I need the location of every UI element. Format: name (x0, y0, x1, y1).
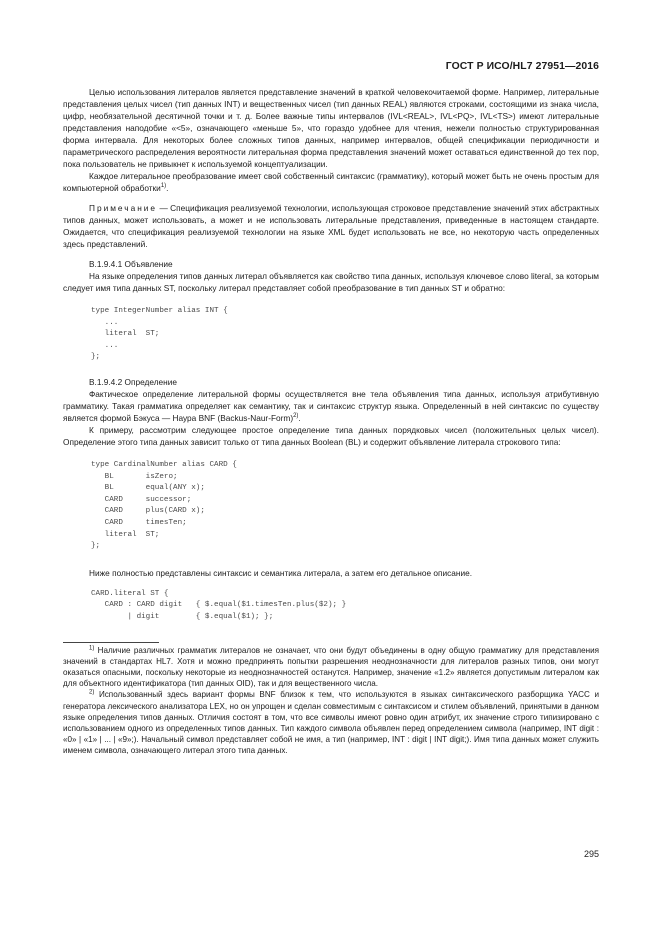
code-block: type CardinalNumber alias CARD { BL isZero; BL equal(ANY x); CARD successor; CARD plus(CARD x); CARD timesTen; literal ST; }; (91, 460, 237, 551)
note-paragraph: Примечание — Спецификация реализуемой технологии, использующая строковое представление значений этих абстрактных типов данных, может использовать, а может и не использовать литеральные представления, приведенные в настоящем стандарте. Ожидается, что спецификация реализуемой технологии на языке XML будет использовать не все, но некоторую часть определенных здесь представлений. (63, 203, 599, 249)
code-block: CARD.literal ST { CARD : CARD digit { $.equal($1.timesTen.plus($2); } | digit { $.equal($1); }; (91, 589, 347, 621)
section-heading: B.1.9.4.2 Определение (89, 376, 177, 387)
footnotes (63, 645, 599, 757)
paragraph: Целью использования литералов является представление значений в краткой человекочитаемой форме. Например, литеральные представления целых чисел (тип данных INT) и вещественных чисел (тип данных REAL) являются строками, состоящими из знака числа, цифр, необязательной десятичной точки и т. д. Более важные типы интервалов (IVL<REAL>, IVL<PQ>, IVL<TS>) имеют литеральные представления наподобие «<5», означающего «меньше 5», что гораздо удобнее для чтения, нежели полностью структурированная форма интервала. Для некоторых более сложных типов данных, например интервалов, общей спецификации периодичности и параметрического распределения вероятности литеральная форма представления значений может оставаться единственной до тех пор, пока пользователь не привыкнет к используемой концептуализации. (63, 87, 599, 169)
paragraph: Каждое литеральное преобразование имеет свой собственный синтаксис (грамматику), который может быть не очень простым для компьютерной обработки$^{1)}$. (63, 171, 599, 193)
paragraph: Фактическое определение литеральной формы осуществляется вне тела объявления типа данных, используя атрибутивную грамматику. Такая грамматика определяет как семантику, так и синтаксис структур языка. Определенный в ней синтаксис по существу является формой Бэкуса — Наура BNF (Backus-Naur-Form)$^{2)}$. (63, 388, 599, 423)
page-number: 295 (583, 849, 599, 859)
code-block: type IntegerNumber alias INT { ... literal ST; ... }; (91, 307, 228, 362)
footnote-mark: 1) (89, 644, 95, 651)
footnote-1: $^{1)}$ Наличие различных грамматик литералов не означает, что они будут объединены в одну общую грамматику для представления значений в стандартах HL7. Хотя и можно предпринять попытки разрешения неоднозначности для литералов разных типов, они могут оказаться опасными, поскольку некоторые из неоднозначностей останутся. Например, значение «1.2» является допустимым литералом как для объектного идентификатора (тип данных OID), так и для вещественного числа. (63, 644, 599, 689)
paragraph: К примеру, рассмотрим следующее простое определение типа данных порядковых чисел (положительных целых чисел). Определение этого типа данных зависит только от типа данных Boolean (BL) и содержит объявление литерала строкового типа: (63, 424, 599, 447)
page-body (63, 86, 599, 757)
note-label: Примечание (89, 203, 158, 213)
footnote-ref[interactable]: 1) (160, 183, 167, 190)
footnote-2: $^{2)}$ Использованный здесь вариант формы BNF близок к тем, что используются в языках синтаксического разборщика YACC и генератора лексического анализатора LEX, но он упрощен и сделан совместимым с синтаксисом и стилем объявлений, принятыми в данном языке определения типов данных. Отличия состоят в том, что все символы имеют ровно один атрибут, их значение строго типизировано с использованием одного из определенных типов данных. Тип каждого символа объявлен перед определением символа (например, INT digit : «0» | «1» | ... | «9»;). Начальный символ представляет собой не имя, а тип (например, INT : digit | INT digit;). Имя типа данных может служить именем символа, означающего литерал этого типа данных. (63, 689, 599, 756)
footnote-mark: 2) (89, 689, 95, 696)
footnote-ref[interactable]: 2) (293, 413, 299, 420)
footnote-separator (63, 642, 159, 643)
section-heading: B.1.9.4.1 Объявление (89, 259, 173, 269)
document-header: ГОСТ Р ИСО/HL7 27951—2016 (445, 61, 599, 72)
paragraph: Ниже полностью представлены синтаксис и семантика литерала, а затем его детальное описание. (89, 567, 473, 578)
paragraph: На языке определения типов данных литерал объявляется как свойство типа данных, используя ключевое слово literal, за которым следует имя типа данных ST, поскольку литерал представляет собой преобразование в тип данных ST и обратно: (63, 271, 599, 293)
